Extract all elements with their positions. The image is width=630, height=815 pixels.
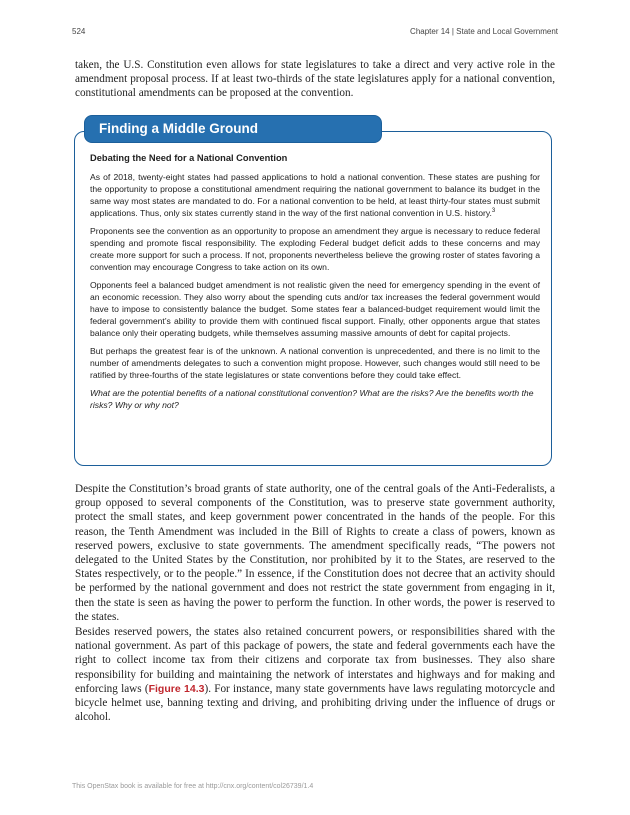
page-footer: This OpenStax book is available for free at http://cnx.org/content/col26739/1.4	[72, 783, 314, 790]
feature-box-content	[90, 152, 540, 411]
feature-paragraph-4: But perhaps the greatest fear is of the unknown. A national convention is unprecedented, and there is no limit to the number of amendments delegates to such a convention might propose. However, such changes would still need to be ratified by three-fourths of the state legislatures or state conventions before they could take effect.	[90, 346, 540, 380]
feature-paragraph-1	[90, 171, 540, 219]
chapter-header: Chapter 14 | State and Local Government	[410, 27, 558, 36]
body-paragraph-concurrent-powers	[75, 625, 555, 724]
page-number: 524	[72, 27, 86, 36]
paragraph-text-before-link: Besides reserved powers, the states also retained concurrent powers, or responsibilities shared with the national government. As part of this package of powers, the state and federal governments each have the right to collect income tax from their citizens and corporate tax from businesses. They also share responsibility for building and maintaining the network of interstates and highways and for making and enforcing laws (	[75, 626, 555, 695]
feature-box-tab: Finding a Middle Ground	[84, 115, 382, 143]
intro-paragraph: taken, the U.S. Constitution even allows for state legislatures to take a direct and very active role in the amendment proposal process. If at least two-thirds of the state legislatures apply for a national convention, constitutional amendments can be proposed at the convention.	[75, 59, 555, 100]
feature-paragraph-2: Proponents see the convention as an opportunity to propose an amendment they argue is necessary to reduce federal spending and promote fiscal responsibility. The exploding Federal budget deficit adds to these concerns and may create more support for such a process. If not, proponents nevertheless believe the growing roster of states favoring a convention may encourage Congress to take action on its own.	[90, 226, 540, 272]
feature-paragraph-1-text: As of 2018, twenty-eight states had passed applications to hold a national convention. These states are pushing for the opportunity to propose a constitutional amendment requiring the national government to balance its budget in the same way most states are mandated to do. For a national convention to be held, at least thirty-four states must submit applications. Thus, only six states currently stand in the way of the first national convention in U.S. history.	[90, 172, 540, 218]
figure-link[interactable]: Figure 14.3	[148, 682, 205, 695]
feature-question: What are the potential benefits of a national constitutional convention? What are the risks? Are the benefits worth the risks? Why or why not?	[90, 388, 534, 410]
footnote-marker[interactable]: 3	[491, 208, 496, 215]
feature-box-title: Debating the Need for a National Convention	[90, 153, 288, 163]
feature-paragraph-3: Opponents feel a balanced budget amendment is not realistic given the need for emergency spending in the event of an economic recession. They also worry about the spending cuts and/or tax increases the federal government would have to impose to consistently balance the budget. Some states fear a balanced-budget requirement would limit the federal government’s ability to provide them with continued fiscal support. Finally, other opponents argue that states balance only their operating budgets, while themselves assuming massive amounts of debt for capital projects.	[90, 280, 540, 338]
body-paragraph-reserved-powers: Despite the Constitution’s broad grants of state authority, one of the central goals of the Anti-Federalists, a group opposed to several components of the Constitution, was to preserve state government authority, protect the small states, and keep government power concentrated in the hands of the people. For this reason, the Tenth Amendment was included in the Bill of Rights to create a class of powers, known as reserved powers, exclusive to state governments. The amendment specifically reads, “The powers not delegated to the United States by the Constitution, nor prohibited by it to the States, are reserved to the States respectively, or to the people.” In essence, if the Constitution does not decree that an activity should be performed by the national government and does not restrict the state government from engaging in it, then the state is seen as having the power to perform the function. In other words, the power is reserved to the states.	[75, 483, 555, 623]
paragraph-text-after-link: ). For instance, many state governments have laws regulating motorcycle and bicycle helmet use, banning texting and driving, and prohibiting driving under the influence of drugs or alcohol.	[75, 682, 555, 724]
